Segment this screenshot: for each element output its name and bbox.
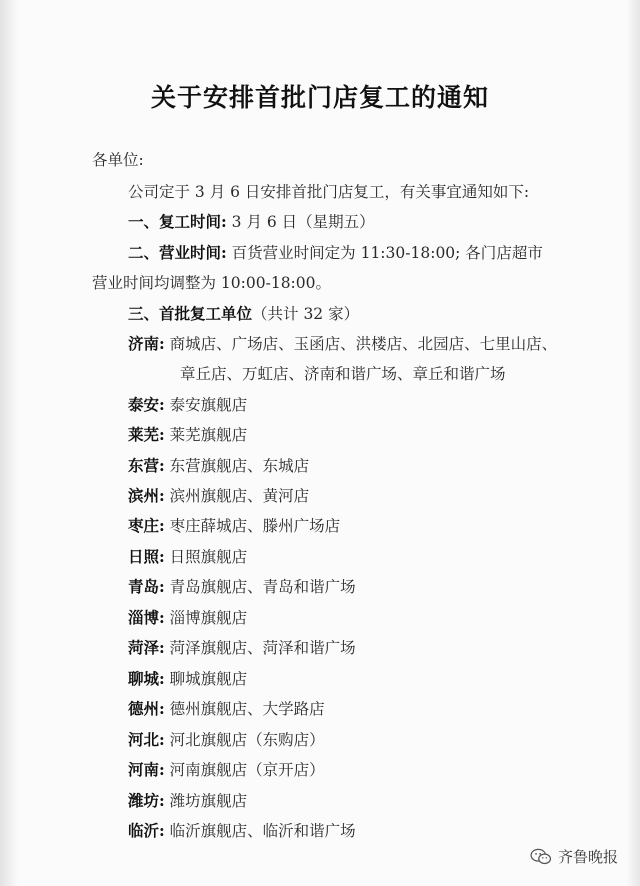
store-list: 潍坊旗舰店: [164, 792, 248, 810]
city-name: 淄博:: [128, 608, 165, 627]
store-list: 河南旗舰店（京开店）: [164, 761, 325, 779]
section-2-text: 百货营业时间定为 11:30-18:00; 各门店超市: [226, 244, 543, 262]
salutation: 各单位:: [92, 151, 144, 169]
store-row: [128, 606, 247, 628]
page-edge-shadow-right: [626, 0, 640, 886]
store-row: [128, 514, 340, 536]
store-row: [128, 545, 247, 567]
store-row: [128, 575, 356, 597]
store-row: [128, 454, 309, 476]
section-2: [128, 241, 543, 263]
section-3: [128, 302, 359, 324]
city-name: 泰安:: [128, 395, 165, 414]
store-row: [128, 393, 247, 415]
page-edge-shadow-left: [0, 0, 18, 886]
document-title: 关于安排首批门店复工的通知: [150, 83, 489, 112]
store-row: [128, 819, 356, 841]
intro-paragraph: 公司定于 3 月 6 日安排首批门店复工，有关事宜通知如下:: [128, 183, 530, 201]
store-list: 滨州旗舰店、黄河店: [164, 487, 310, 505]
city-name: 日照:: [128, 547, 165, 566]
city-name: 临沂:: [128, 821, 165, 840]
city-name: 潍坊:: [128, 791, 165, 810]
store-list: 商城店、广场店、玉函店、洪楼店、北园店、七里山店、: [164, 335, 558, 353]
section-1: [128, 210, 375, 232]
store-row: [128, 484, 309, 506]
store-list: 日照旗舰店: [164, 548, 248, 566]
source-watermark: [530, 846, 618, 867]
store-list: 泰安旗舰店: [164, 396, 248, 414]
store-list: 临沂旗舰店、临沂和谐广场: [164, 822, 356, 840]
store-row: [128, 728, 325, 750]
city-name: 菏泽:: [128, 638, 165, 657]
store-row: [128, 758, 325, 780]
store-row-jinan: [128, 332, 557, 354]
section-3-text: （共计 32 家）: [252, 305, 360, 323]
city-name: 河北:: [128, 730, 165, 749]
section-2-continuation: 营业时间均调整为 10:00-18:00。: [92, 274, 332, 292]
store-list: 菏泽旗舰店、菏泽和谐广场: [164, 639, 356, 657]
store-list: 莱芜旗舰店: [164, 426, 248, 444]
store-row: [128, 667, 247, 689]
watermark-text: 齐鲁晚报: [557, 848, 618, 866]
store-row-jinan-continuation: 章丘店、万虹店、济南和谐广场、章丘和谐广场: [180, 365, 506, 383]
city-name: 东营:: [128, 456, 165, 475]
city-name: 德州:: [128, 699, 165, 718]
store-list: 东营旗舰店、东城店: [164, 457, 310, 475]
store-row: [128, 789, 247, 811]
section-1-text: 3 月 6 日（星期五）: [226, 213, 375, 231]
city-name: 河南:: [128, 760, 165, 779]
city-name: 莱芜:: [128, 425, 165, 444]
store-list: 青岛旗舰店、青岛和谐广场: [164, 578, 356, 596]
store-list: 淄博旗舰店: [164, 609, 248, 627]
store-list: 德州旗舰店、大学路店: [164, 700, 325, 718]
store-row: [128, 636, 356, 658]
city-name: 青岛:: [128, 577, 165, 596]
store-list: 枣庄薛城店、滕州广场店: [164, 517, 341, 535]
city-name: 济南:: [128, 334, 165, 353]
store-list: 河北旗舰店（东购店）: [164, 731, 325, 749]
section-3-heading: 三、首批复工单位: [128, 304, 253, 323]
wechat-icon: [530, 848, 552, 866]
city-name: 聊城:: [128, 669, 165, 688]
section-2-heading: 二、营业时间:: [128, 243, 227, 262]
city-name: 枣庄:: [128, 516, 165, 535]
store-list: 聊城旗舰店: [164, 670, 248, 688]
city-name: 滨州:: [128, 486, 165, 505]
section-1-heading: 一、复工时间:: [128, 212, 227, 231]
store-row: [128, 697, 325, 719]
store-row: [128, 423, 247, 445]
